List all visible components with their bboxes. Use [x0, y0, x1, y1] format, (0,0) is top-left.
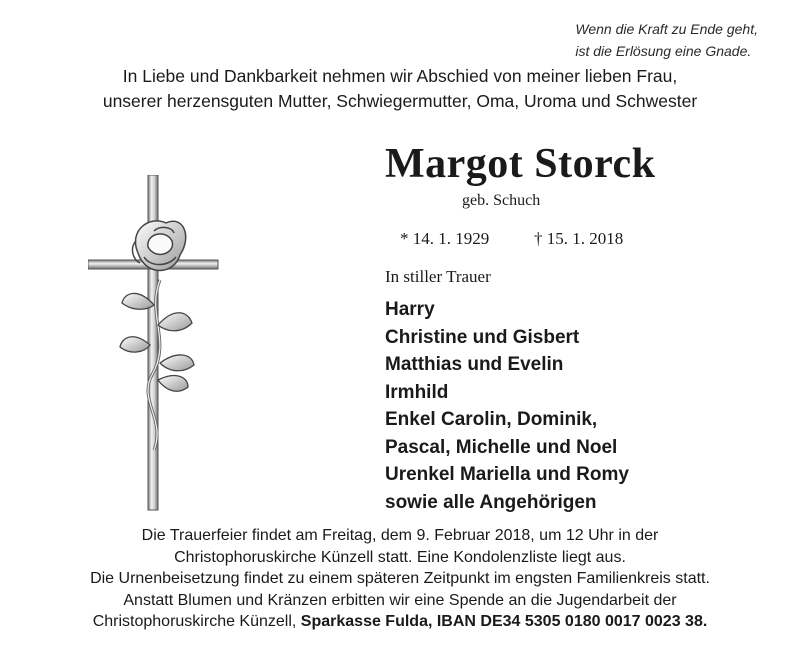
- mourner-entry: Christine und Gisbert: [385, 326, 580, 348]
- church-location: Christophoruskirche Künzell,: [92, 613, 301, 630]
- mourners-list: [385, 296, 629, 516]
- birth-date: * 14. 1. 1929: [400, 229, 490, 248]
- deceased-name: Margot Storck: [385, 141, 656, 187]
- mourner-entry: Irmhild: [385, 381, 449, 403]
- mourner-entry: Harry: [385, 299, 435, 320]
- footer-line: Anstatt Blumen und Kränzen erbitten wir eine Spende an die Jugendarbeit der: [123, 591, 677, 609]
- bank-details: Sparkasse Fulda, IBAN DE34 5305 0180 0017 0023 38.: [300, 613, 708, 630]
- maiden-name: geb. Schuch: [462, 192, 541, 209]
- quote-line: ist die Erlösung eine Gnade.: [575, 43, 752, 59]
- intro-line: unserer herzensguten Mutter, Schwiegermutter, Oma, Uroma und Schwester: [102, 91, 698, 111]
- mourner-entry: Urenkel Mariella und Romy: [385, 464, 629, 485]
- quote-line: Wenn die Kraft zu Ende geht,: [575, 21, 758, 37]
- funeral-details: [0, 525, 800, 633]
- death-date: † 15. 1. 2018: [534, 229, 624, 248]
- footer-line: Die Urnenbeisetzung findet zu einem späteren Zeitpunkt im engsten Familienkreis statt.: [90, 570, 710, 587]
- mourner-entry: Matthias und Evelin: [385, 354, 564, 375]
- footer-line: Christophoruskirche Künzell statt. Eine Kondolenzliste liegt aus.: [174, 548, 626, 566]
- mourner-entry: Pascal, Michelle und Noel: [385, 436, 618, 458]
- mourning-label: In stiller Trauer: [385, 267, 491, 286]
- mourner-entry: Enkel Carolin, Dominik,: [385, 409, 598, 430]
- epitaph-quote: [575, 18, 758, 62]
- intro-line: In Liebe und Dankbarkeit nehmen wir Abschied von meiner lieben Frau,: [122, 66, 678, 86]
- footer-line: [0, 611, 800, 633]
- mourner-entry: sowie alle Angehörigen: [385, 491, 597, 513]
- cross-with-rose-icon: [88, 175, 238, 515]
- intro-text: [0, 64, 800, 114]
- footer-line: Die Trauerfeier findet am Freitag, dem 9. Februar 2018, um 12 Uhr in der: [141, 527, 659, 544]
